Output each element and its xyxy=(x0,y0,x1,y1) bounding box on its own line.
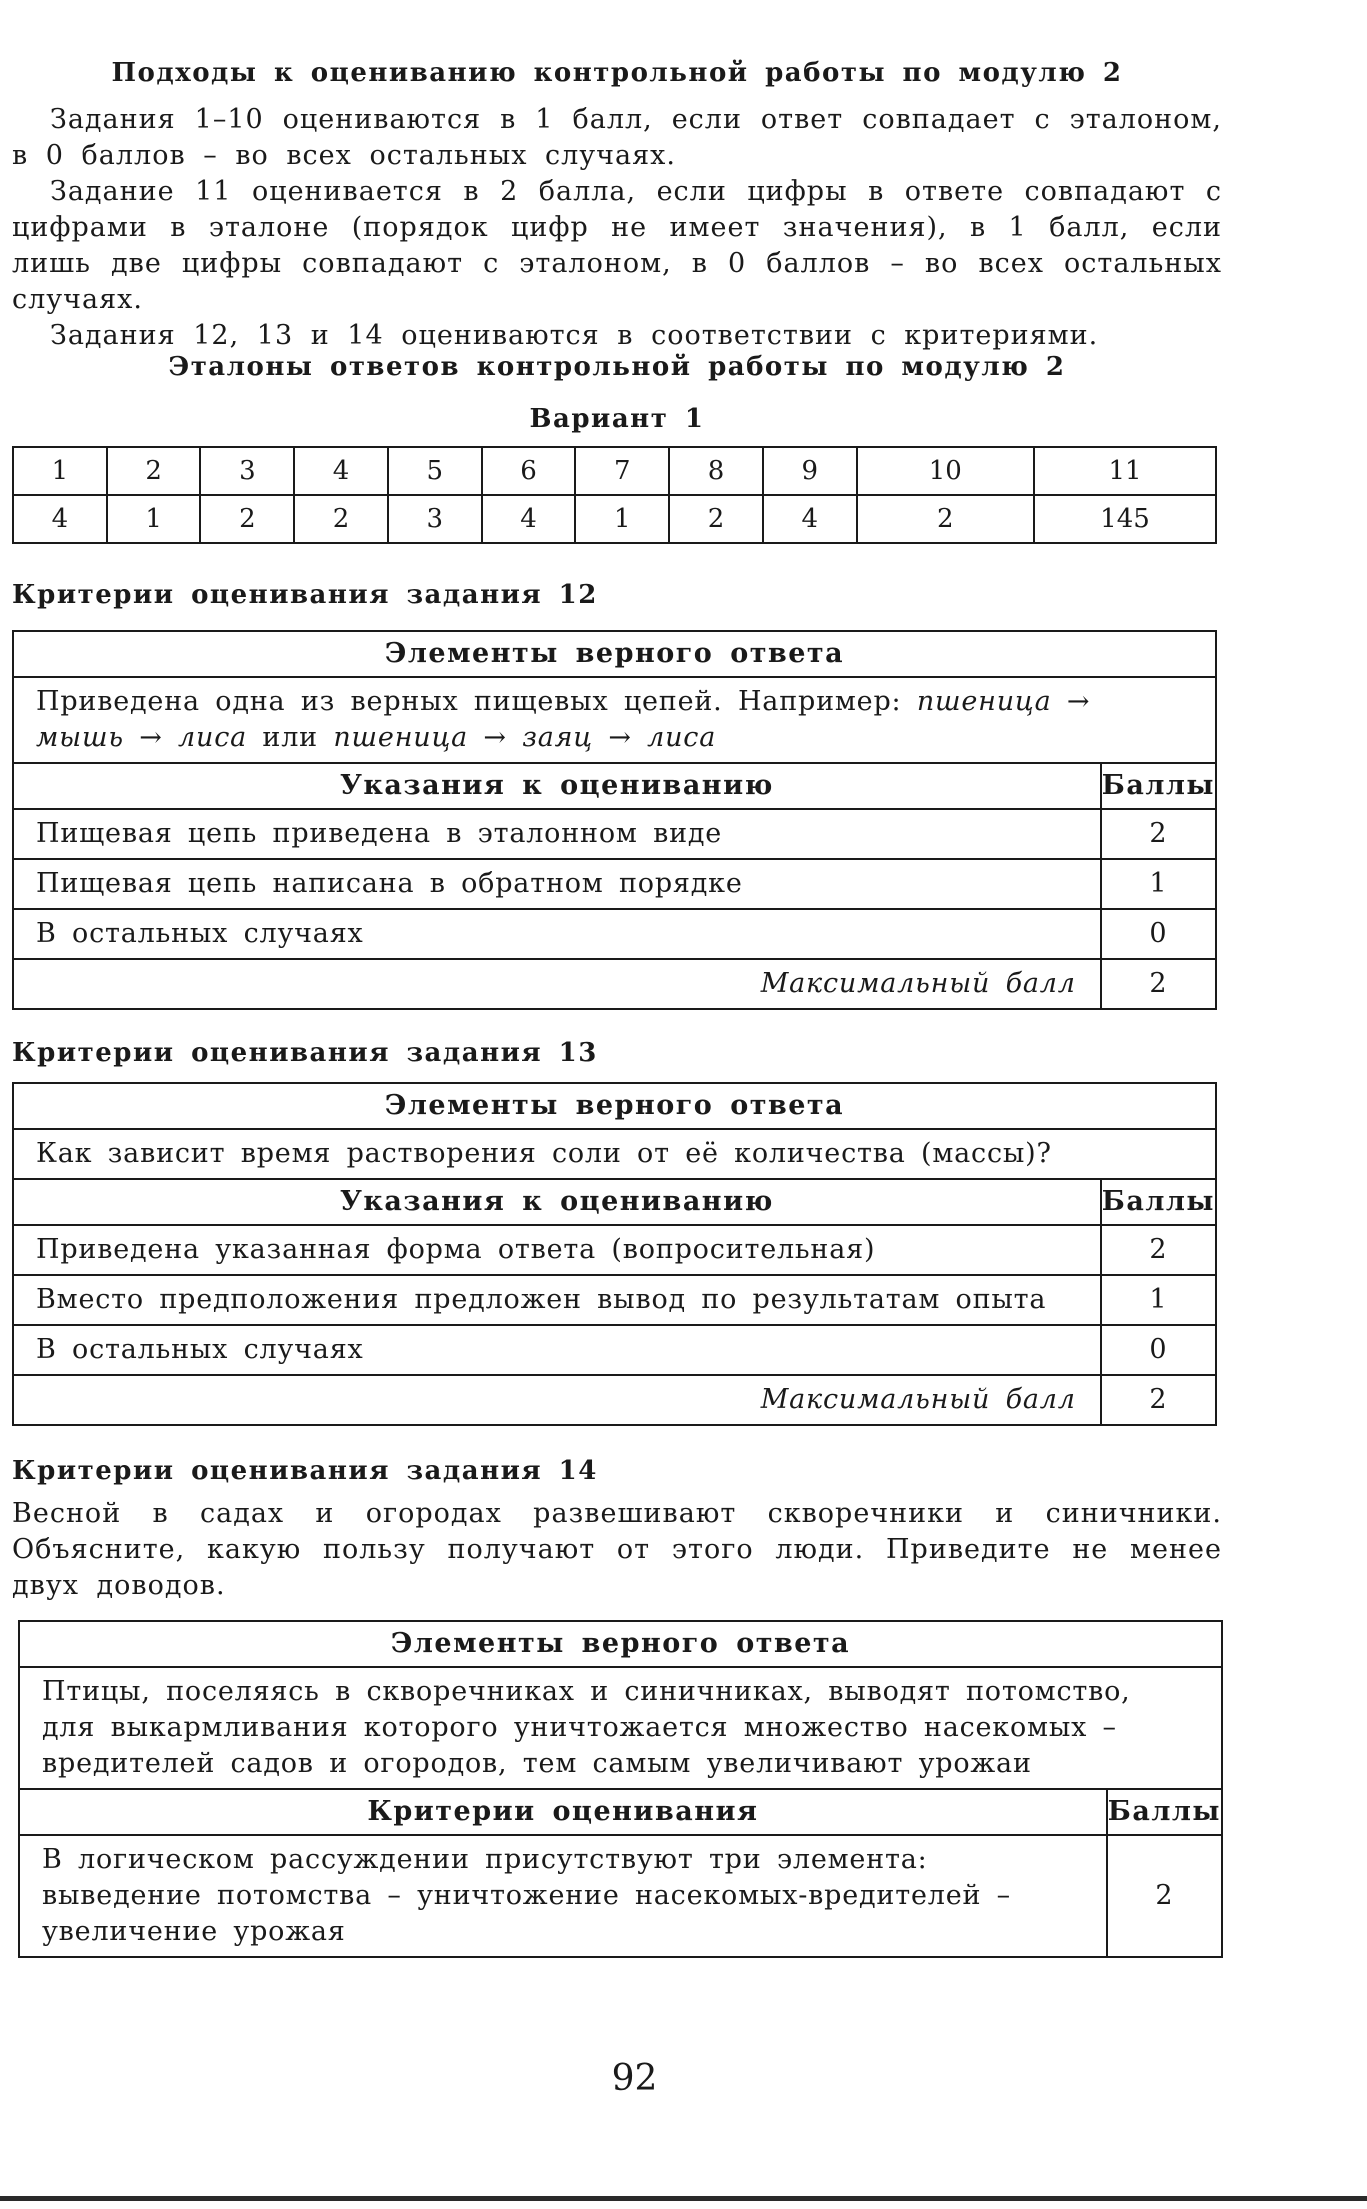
task13-instructions-header: Указания к оцениванию xyxy=(13,1179,1101,1225)
task12-row-text: Пищевая цепь написана в обратном порядке xyxy=(13,859,1101,909)
answer-cell: 2 xyxy=(200,495,294,543)
intro-paragraph-3: Задания 12, 13 и 14 оцениваются в соответствии с критериями. xyxy=(50,320,1099,351)
task12-criteria-table xyxy=(12,630,1217,1010)
task-number-cell: 7 xyxy=(575,447,669,495)
task13-row xyxy=(13,1325,1216,1375)
intro-paragraph-1: Задания 1–10 оцениваются в 1 балл, если ответ совпадает с эталоном, в 0 баллов – во всех остальных случаях. xyxy=(12,104,1222,171)
task-number-cell: 3 xyxy=(200,447,294,495)
task-number-cell: 1 xyxy=(13,447,107,495)
task13-row-text: Вместо предположения предложен вывод по результатам опыта xyxy=(13,1275,1101,1325)
task-number-cell: 11 xyxy=(1034,447,1216,495)
answer-cell: 4 xyxy=(763,495,857,543)
task12-chain-2: пшеница → заяц → лиса xyxy=(333,722,717,753)
task12-max-label: Максимальный балл xyxy=(13,959,1101,1009)
task13-row-points: 2 xyxy=(1101,1225,1216,1275)
task12-points-header: Баллы xyxy=(1101,763,1216,809)
task12-row xyxy=(13,909,1216,959)
answer-cell: 2 xyxy=(294,495,388,543)
answer-cell: 4 xyxy=(13,495,107,543)
task14-row-points: 2 xyxy=(1107,1835,1222,1957)
task13-row-points: 1 xyxy=(1101,1275,1216,1325)
task14-elements-header: Элементы верного ответа xyxy=(19,1621,1222,1667)
task12-max-points: 2 xyxy=(1101,959,1216,1009)
task-number-cell: 10 xyxy=(857,447,1034,495)
answer-cell: 4 xyxy=(482,495,576,543)
answer-cell: 2 xyxy=(857,495,1034,543)
task13-max-points: 2 xyxy=(1101,1375,1216,1425)
answer-cell: 1 xyxy=(107,495,201,543)
intro-paragraph-2: Задание 11 оценивается в 2 балла, если цифры в ответе совпадают с цифрами в эталоне (порядок цифр не имеет значения), в 1 балл, если лишь две цифры совпадают с эталоном, в 0 баллов – во всех остальных случаях. xyxy=(12,176,1222,315)
task12-or: или xyxy=(247,722,334,753)
answer-cell: 3 xyxy=(388,495,482,543)
task14-row xyxy=(19,1835,1222,1957)
intro-text xyxy=(12,102,1222,354)
task-number-cell: 4 xyxy=(294,447,388,495)
answer-cell: 2 xyxy=(669,495,763,543)
task-number-cell: 9 xyxy=(763,447,857,495)
task12-row xyxy=(13,859,1216,909)
task12-elements-header: Элементы верного ответа xyxy=(13,631,1216,677)
task13-max-label: Максимальный балл xyxy=(13,1375,1101,1425)
task13-row-text: В остальных случаях xyxy=(13,1325,1101,1375)
variant-title: Вариант 1 xyxy=(529,404,705,434)
page-number: 92 xyxy=(611,2058,658,2099)
task-number-cell: 6 xyxy=(482,447,576,495)
task13-criteria-table xyxy=(12,1082,1217,1426)
answer-cell: 1 xyxy=(575,495,669,543)
task14-criteria-header: Критерии оценивания xyxy=(19,1789,1107,1835)
task14-points-header: Баллы xyxy=(1107,1789,1222,1835)
answers-table xyxy=(12,446,1217,544)
bottom-rule xyxy=(0,2196,1367,2201)
task14-heading: Критерии оценивания задания 14 xyxy=(12,1456,598,1486)
task12-row xyxy=(13,809,1216,859)
task12-heading: Критерии оценивания задания 12 xyxy=(12,580,598,610)
answer-cell: 145 xyxy=(1034,495,1216,543)
answers-task-row xyxy=(13,447,1216,495)
task14-criteria-table xyxy=(18,1620,1223,1958)
task12-row-text: В остальных случаях xyxy=(13,909,1101,959)
task13-row xyxy=(13,1275,1216,1325)
task14-row-text: В логическом рассуждении присутствуют три элемента: выведение потомства – уничтожение насекомых-вредителей – увеличение урожая xyxy=(19,1835,1107,1957)
task12-elements-lead: Приведена одна из верных пищевых цепей. Например: xyxy=(36,686,917,717)
task13-elements-header: Элементы верного ответа xyxy=(13,1083,1216,1129)
task-number-cell: 2 xyxy=(107,447,201,495)
task12-row-points: 0 xyxy=(1101,909,1216,959)
task13-elements-text: Как зависит время растворения соли от её количества (массы)? xyxy=(13,1129,1216,1179)
task13-heading: Критерии оценивания задания 13 xyxy=(12,1038,598,1068)
task12-instructions-header: Указания к оцениванию xyxy=(13,763,1101,809)
task12-row-points: 2 xyxy=(1101,809,1216,859)
task12-row-points: 1 xyxy=(1101,859,1216,909)
task-number-cell: 5 xyxy=(388,447,482,495)
task13-points-header: Баллы xyxy=(1101,1179,1216,1225)
task12-row-text: Пищевая цепь приведена в эталонном виде xyxy=(13,809,1101,859)
answers-value-row xyxy=(13,495,1216,543)
task13-row-text: Приведена указанная форма ответа (вопросительная) xyxy=(13,1225,1101,1275)
heading-approaches: Подходы к оцениванию контрольной работы по модулю 2 xyxy=(111,58,1123,88)
task13-row xyxy=(13,1225,1216,1275)
task13-row-points: 0 xyxy=(1101,1325,1216,1375)
task12-chain-1: пшеница → мышь → лиса xyxy=(36,686,1091,753)
task14-elements-text: Птицы, поселяясь в скворечниках и синичниках, выводят потомство, для выкармливания которого уничтожается множество насекомых – вредителей садов и огородов, тем самым увеличивают урожаи xyxy=(19,1667,1222,1789)
heading-answers: Эталоны ответов контрольной работы по модулю 2 xyxy=(168,352,1066,382)
task-number-cell: 8 xyxy=(669,447,763,495)
task12-elements-text xyxy=(13,677,1216,763)
task14-question: Весной в садах и огородах развешивают скворечники и синичники. Объясните, какую пользу получают от этого люди. Приведите не менее двух доводов. xyxy=(12,1498,1222,1601)
